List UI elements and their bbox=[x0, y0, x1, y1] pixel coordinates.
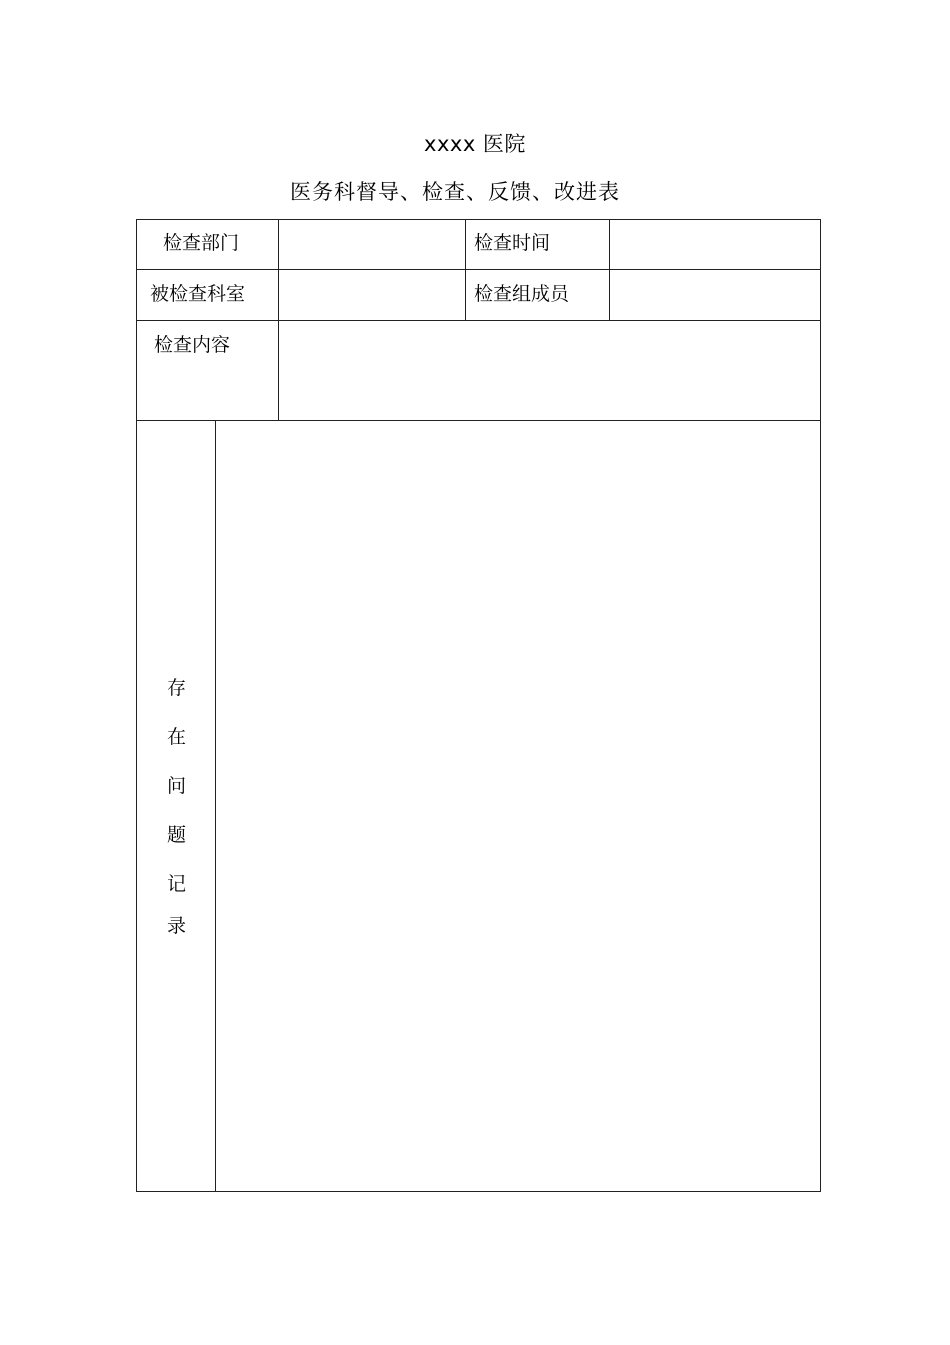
team-members-label: 检查组成员 bbox=[474, 283, 570, 305]
table-border-right bbox=[820, 219, 821, 1192]
inspection-content-label: 检查内容 bbox=[154, 334, 231, 356]
form-title: 医务科督导、检查、反馈、改进表 bbox=[290, 180, 620, 204]
issues-record-label bbox=[137, 676, 216, 963]
table-border-bottom bbox=[136, 1191, 821, 1192]
team-members-field[interactable] bbox=[610, 270, 820, 320]
inspection-dept-label: 检查部门 bbox=[163, 232, 240, 254]
issues-record-char: 在 bbox=[166, 726, 186, 748]
inspection-content-field[interactable] bbox=[279, 321, 820, 420]
issues-record-char: 题 bbox=[166, 824, 186, 846]
hospital-name: xxxx 医院 bbox=[424, 132, 526, 156]
issues-record-char: 录 bbox=[166, 915, 186, 937]
inspection-time-label: 检查时间 bbox=[474, 232, 551, 254]
issues-record-char: 存 bbox=[166, 677, 186, 699]
issues-record-field[interactable] bbox=[216, 421, 820, 1191]
table-col-divider bbox=[465, 219, 466, 321]
inspection-time-field[interactable] bbox=[610, 220, 820, 269]
inspected-dept-label: 被检查科室 bbox=[150, 283, 246, 305]
inspection-dept-field[interactable] bbox=[279, 220, 465, 269]
issues-record-char: 问 bbox=[166, 775, 186, 797]
inspected-dept-field[interactable] bbox=[279, 270, 465, 320]
issues-record-char: 记 bbox=[166, 873, 186, 895]
